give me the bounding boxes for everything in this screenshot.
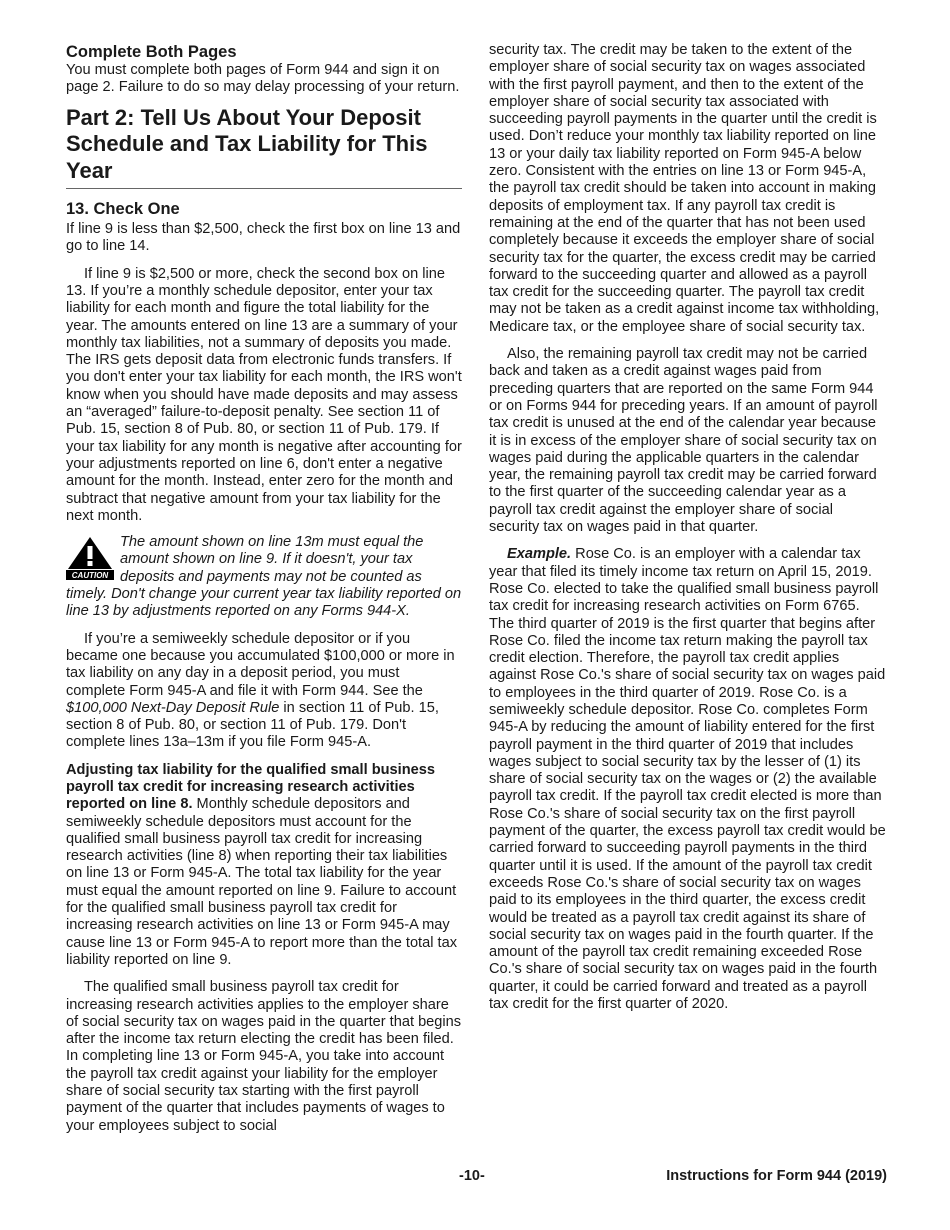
payroll-credit-paragraph: The qualified small business payroll tax credit for increasing research activities applies to the employer share of social security tax on wages paid in the quarter that begins after the income tax return electing the credit has been filed. In completing line 13 or Form 945-A, you take into account the payroll tax credit against your liability for the employer share of social security tax starting with the first payroll payment of the quarter that includes payments of wages to your employees subject to social xyxy=(66,979,462,1134)
example-label: Example. xyxy=(507,546,572,563)
document-title: Instructions for Form 944 (2019) xyxy=(666,1168,887,1184)
caution-text: The amount shown on line 13m must equal the amount shown on line 9. If it doesn't, your tax deposits and payments may not be counted as timely. Don't change your current year tax liability reported on line 13 by adjustments reported on any Forms 944-X. xyxy=(66,534,462,620)
right-column xyxy=(489,42,887,1013)
caution-icon xyxy=(66,536,114,580)
caution-note xyxy=(66,534,462,620)
page-number: -10- xyxy=(459,1168,485,1184)
right-paragraph-1: security tax. The credit may be taken to the extent of the employer share of social security tax on wages associated with the first payroll payment, and then to the extent of the employer share of social security tax associated with succeeding payroll payments in the quarter until the credit is used. Don’t reduce your monthly tax liability reported on line 13 or your daily tax liability reported on Form 945-A below zero. Consistent with the entries on line 13 or Form 945-A, the payroll tax credit should be taken into account in making deposits of employment tax. If any payroll tax credit is remaining at the end of the quarter that has not been used completely because it exceeds the employer share of social security tax for the quarter, the excess credit may be carried forward to the succeeding quarter and allowed as a payroll tax credit for the succeeding quarter. The payroll tax credit may not be taken as a credit against income tax withholding, Medicare tax, or the employee share of social security tax. xyxy=(489,42,880,335)
next-day-deposit-rule: $100,000 Next-Day Deposit Rule xyxy=(66,699,280,716)
line13-paragraph-2: If line 9 is $2,500 or more, check the second box on line 13. If you’re a monthly schedule depositor, enter your tax liability for each month and figure the total liability for the year. The amounts entered on line 13 are a summary of your monthly tax liabilities, not a summary of deposits you made. The IRS gets deposit data from electronic funds transfers. If you don't enter your tax liability for each month, the IRS won't know when you should have made deposits and may assess an “averaged” failure-to-deposit penalty. See section 11 of Pub. 15, section 8 of Pub. 80, or section 11 of Pub. 179. If your tax liability for any month is negative after accounting for your adjustments reported on line 6, don't enter a negative amount for the month. Instead, enter zero for the month and subtract that negative amount from your tax liability for the next month. xyxy=(66,265,462,524)
adjusting-liability-heading: Adjusting tax liability for the qualified small business payroll tax credit for increasing research activities reported on line 8. xyxy=(66,761,435,813)
caution-label: CAUTION xyxy=(71,571,109,581)
line13-heading: 13. Check One xyxy=(66,200,180,219)
line13-paragraph-3: If you’re a semiweekly schedule depositor or if you became one because you accumulated $100,000 or more in tax liability on any day in a deposit period, you must complete Form 945-A and file it with Form 944. See the $100,000 Next-Day Deposit Rule in section 11 of Pub. 15, section 8 of Pub. 80, or section 11 of Pub. 179. Don't complete lines 13a–13m if you file Form 945-A. xyxy=(66,630,455,751)
complete-both-pages-text: You must complete both pages of Form 944 and sign it on page 2. Failure to do so may delay processing of your return. xyxy=(66,62,460,96)
right-paragraph-2: Also, the remaining payroll tax credit may not be carried back and taken as a credit against wages paid from preceding quarters that are reported on the same Form 944 or on Forms 944 for preceding years. If an amount of payroll tax credit is unused at the end of the calendar year because it is in excess of the employer share of social security tax on wages paid during the applicable quarters in the calendar year, the remaining payroll tax credit may be carried forward to the first quarter of the succeeding calendar year as a payroll tax credit against the employer share of social security tax on wages paid in that quarter. xyxy=(489,346,878,536)
part2-heading: Part 2: Tell Us About Your Deposit Schedule and Tax Liability for This Year xyxy=(66,105,462,190)
adjusting-liability-paragraph: Adjusting tax liability for the qualified small business payroll tax credit for increasing research activities reported on line 8. Monthly schedule depositors and semiweekly schedule depositors must account for the qualified small business payroll tax credit for increasing research activities (line 8) when reporting their tax liabilities on line 13 or Form 945-A. The total tax liability for the year must equal the amount reported on line 9. Failure to account for the qualified small business payroll tax credit for increasing research activities on line 13 or Form 945-A may cause line 13 or Form 945-A to report more than the total tax liability reported on line 9. xyxy=(66,761,457,968)
line13-paragraph-1: If line 9 is less than $2,500, check the first box on line 13 and go to line 14. xyxy=(66,221,461,255)
complete-both-pages-heading: Complete Both Pages xyxy=(66,43,237,61)
left-column xyxy=(66,42,462,1135)
example-paragraph: Example. Rose Co. is an employer with a calendar tax year that filed its timely income tax return on April 15, 2019. Rose Co. elected to take the qualified small business payroll tax credit for increasing research activities on Form 6765. The third quarter of 2019 is the first quarter that begins after Rose Co. filed the income tax return making the payroll tax credit election. Therefore, the payroll tax credit applies against Rose Co.'s share of social security tax on wages paid to employees in the third quarter of 2019. Rose Co. is a semiweekly schedule depositor. Rose Co. completes Form 945-A by reducing the amount of liability entered for the first payroll payment in the third quarter of 2019 that includes wages subject to social security tax by the lesser of (1) its share of social security tax on the wages or (2) the available payroll tax credit. If the payroll tax credit elected is more than Rose Co.'s share of social security tax on the first payroll payment of the quarter, the excess payroll tax credit would be carried forward to succeeding payroll payments in the third quarter until it is used. If the amount of the payroll tax credit exceeds Rose Co.'s share of social security tax on wages paid to its employees in the third quarter, the excess credit would be treated as a payroll tax credit against its share of social security tax on wages paid in the fourth quarter. If the amount of the payroll tax credit remaining exceeded Rose Co.'s share of social security tax on wages paid in the fourth quarter, it could be carried forward and treated as a payroll tax credit for the first quarter of 2020. xyxy=(489,546,886,1013)
